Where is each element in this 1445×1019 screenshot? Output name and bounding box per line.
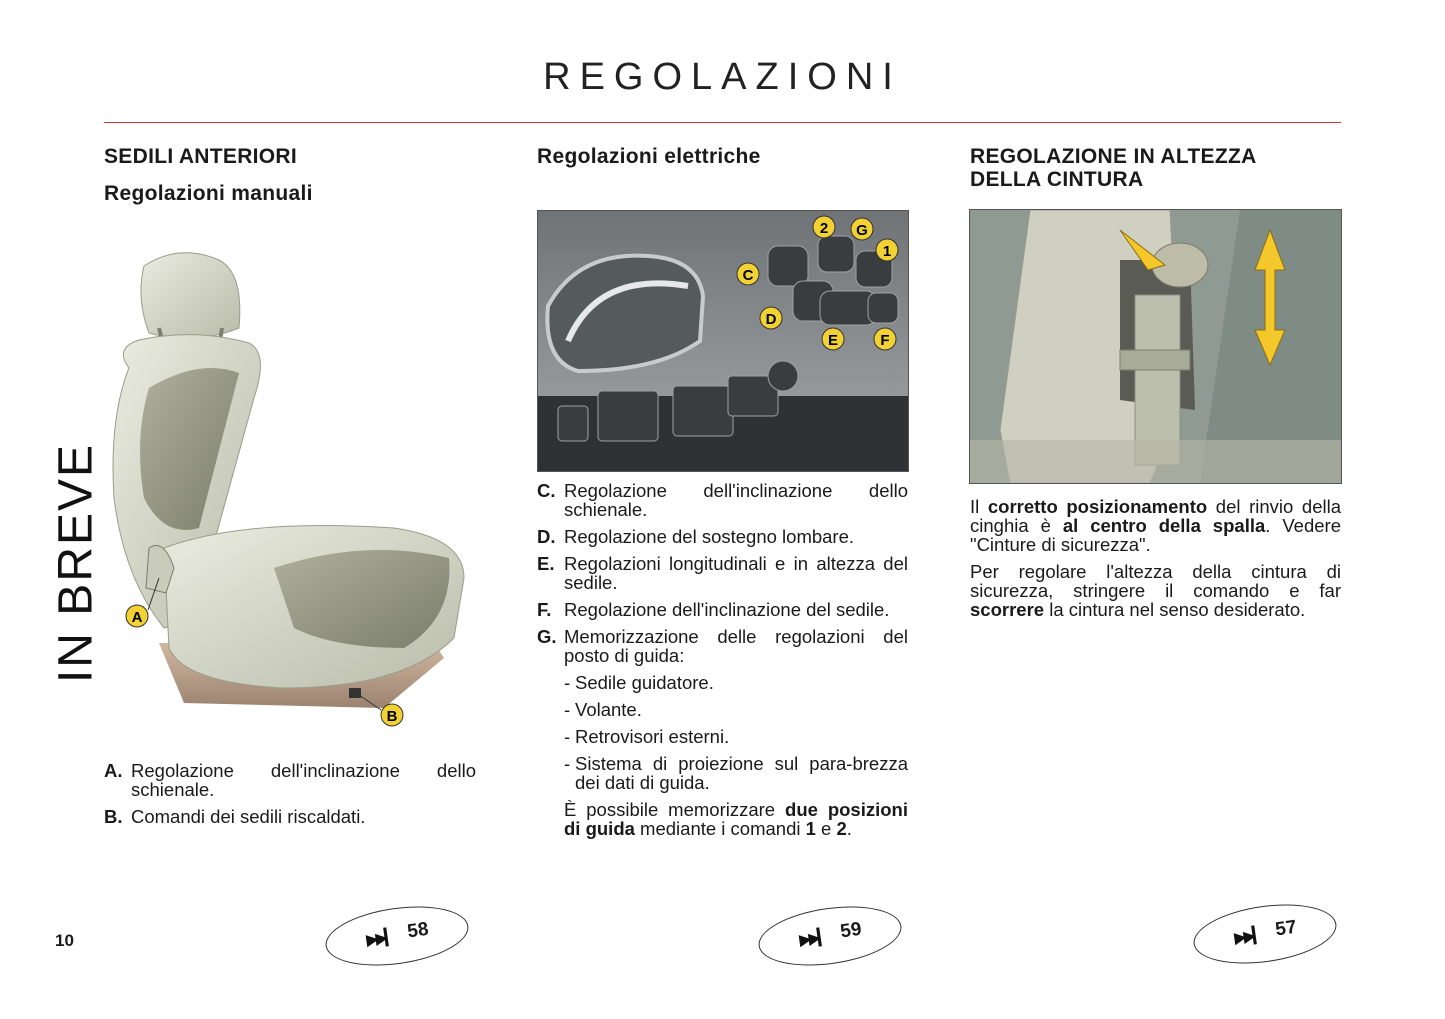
callout-1: 1 bbox=[882, 243, 892, 260]
door-controls-photo bbox=[537, 210, 909, 472]
memory-item: - Volante. bbox=[537, 700, 908, 719]
belt-adjust-paragraph: Per regolare l'altezza della cintura di sicurezza, stringere il comando e far scorrere la cintura nel senso desiderato. bbox=[970, 561, 1341, 620]
memory-note: È possibile memorizzare due posizioni di guida mediante i comandi 1 e 2. bbox=[564, 799, 908, 839]
page-reference-link[interactable]: ▶▶▎ 58 bbox=[322, 898, 472, 973]
skip-forward-icon: ▶▶▎ bbox=[365, 928, 396, 950]
callout-c: C bbox=[742, 267, 754, 284]
page-reference-link[interactable]: ▶▶▎ 59 bbox=[755, 898, 905, 973]
memory-item: - Sedile guidatore. bbox=[537, 673, 908, 692]
seatbelt-photo bbox=[969, 209, 1342, 484]
belt-position-paragraph: Il corretto posizionamento del rinvio della cinghia è al centro della spalla. Vedere "Cinture di sicurezza". bbox=[970, 496, 1341, 555]
skip-forward-icon: ▶▶▎ bbox=[1233, 926, 1264, 948]
callout-e: E bbox=[827, 332, 839, 349]
section-subheading: Regolazioni manuali bbox=[104, 182, 313, 205]
callout-2: 2 bbox=[819, 220, 829, 237]
callout-a: A bbox=[131, 609, 143, 626]
list-item: D. Regolazione del sostegno lombare. bbox=[537, 526, 855, 547]
memory-item: - Sistema di proiezione sul para-brezza dei dati di guida. bbox=[537, 754, 908, 792]
column-front-seats bbox=[104, 145, 484, 206]
page-title: REGOLAZIONI bbox=[543, 56, 902, 98]
column-electric-adjust bbox=[537, 145, 909, 169]
callout-b: B bbox=[386, 708, 398, 725]
callout-d: D bbox=[765, 311, 777, 328]
list-item: A. Regolazione dell'inclinazione dello schienale. bbox=[104, 760, 476, 800]
page-reference-link[interactable]: ▶▶▎ 57 bbox=[1190, 896, 1340, 971]
skip-forward-icon: ▶▶▎ bbox=[798, 928, 829, 950]
list-item: G. Memorizzazione delle regolazioni del posto di guida: bbox=[537, 626, 908, 666]
list-item: E. Regolazioni longitudinali e in altezza del sedile. bbox=[537, 553, 908, 593]
section-heading: REGOLAZIONE IN ALTEZZA DELLA CINTURA bbox=[970, 145, 1257, 191]
section-heading: Regolazioni elettriche bbox=[537, 145, 761, 168]
list-item: B. Comandi dei sedili riscaldati. bbox=[104, 806, 366, 827]
column2-list bbox=[537, 481, 908, 846]
seat-illustration bbox=[104, 248, 474, 728]
callout-g: G bbox=[856, 222, 868, 239]
memory-item: - Retrovisori esterni. bbox=[537, 727, 908, 746]
callout-f: F bbox=[880, 332, 890, 349]
column1-list bbox=[104, 761, 476, 834]
side-section-label bbox=[46, 420, 106, 705]
column3-text bbox=[970, 497, 1341, 627]
page-number: 10 bbox=[55, 931, 74, 950]
list-item: F. Regolazione dell'inclinazione del sedile. bbox=[537, 599, 890, 620]
header-divider bbox=[104, 122, 1341, 123]
list-item: C. Regolazione dell'inclinazione dello schienale. bbox=[537, 480, 908, 520]
column-belt-height bbox=[970, 145, 1342, 191]
side-label-text: IN BREVE bbox=[49, 442, 103, 683]
section-heading: SEDILI ANTERIORI bbox=[104, 145, 298, 168]
